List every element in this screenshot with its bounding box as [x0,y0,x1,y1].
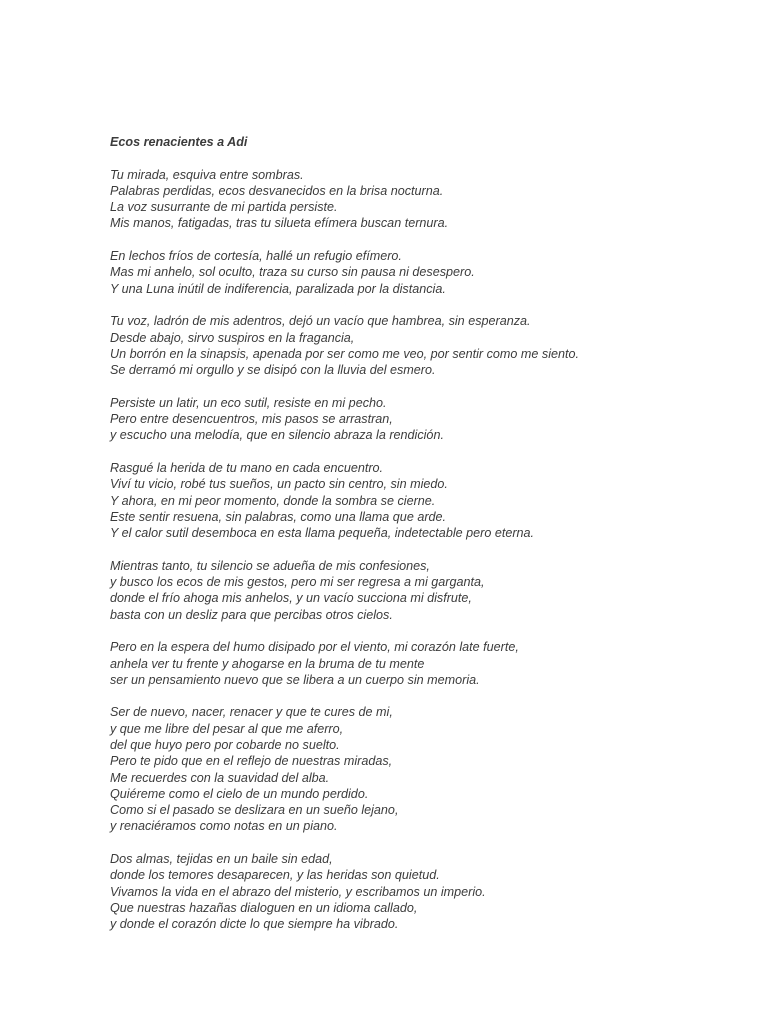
poem-line: Tu voz, ladrón de mis adentros, dejó un vacío que hambrea, sin esperanza. [110,314,531,329]
poem-line: Y el calor sutil desemboca en esta llama pequeña, indetectable pero eterna. [110,526,535,541]
poem-line: Y una Luna inútil de indiferencia, paralizada por la distancia. [110,281,446,296]
stanza [110,851,710,932]
stanza [110,313,710,378]
poem-line: y renaciéramos como notas en un piano. [110,819,338,834]
poem-line: Este sentir resuena, sin palabras, como una llama que arde. [110,509,447,524]
poem-line: Tu mirada, esquiva entre sombras. [110,167,304,182]
stanza [110,704,710,834]
poem-line: donde los temores desaparecen, y las heridas son quietud. [110,868,440,883]
poem-line: Pero entre desencuentros, mis pasos se arrastran, [110,412,393,427]
poem-line: Me recuerdes con la suavidad del alba. [110,770,330,785]
stanza [110,460,710,541]
poem-line: Que nuestras hazañas dialoguen en un idioma callado, [110,900,418,915]
poem-line: Mas mi anhelo, sol oculto, traza su curso sin pausa ni desespero. [110,265,475,280]
poem-line: ser un pensamiento nuevo que se libera a un cuerpo sin memoria. [110,672,480,687]
stanza [110,558,710,623]
poem-line: anhela ver tu frente y ahogarse en la bruma de tu mente [110,656,425,671]
poem-line: y donde el corazón dicte lo que siempre ha vibrado. [110,917,399,932]
poem-line: Ser de nuevo, nacer, renacer y que te cures de mi, [110,705,393,720]
poem-line: En lechos fríos de cortesía, hallé un refugio efímero. [110,249,402,264]
stanza [110,248,710,297]
poem-line: Se derramó mi orgullo y se disipó con la lluvia del esmero. [110,363,436,378]
stanza [110,639,710,688]
poem-line: Viví tu vicio, robé tus sueños, un pacto sin centro, sin miedo. [110,477,448,492]
poem-line: Mientras tanto, tu silencio se adueña de mis confesiones, [110,558,430,573]
poem-line: Quiéreme como el cielo de un mundo perdido. [110,786,369,801]
poem-line: Pero en la espera del humo disipado por el viento, mi corazón late fuerte, [110,640,519,655]
poem-line: Dos almas, tejidas en un baile sin edad, [110,852,333,867]
poem-line: Pero te pido que en el reflejo de nuestras miradas, [110,754,393,769]
stanza [110,395,710,444]
poem-line: Mis manos, fatigadas, tras tu silueta efímera buscan ternura. [110,216,449,231]
poem-line: del que huyo pero por cobarde no suelto. [110,737,340,752]
stanza [110,167,710,232]
poem-line: y escucho una melodía, que en silencio abraza la rendición. [110,428,444,443]
poem-line: Persiste un latir, un eco sutil, resiste en mi pecho. [110,395,387,410]
poem-line: Un borrón en la sinapsis, apenada por ser como me veo, por sentir como me siento. [110,346,580,361]
poem-line: Palabras perdidas, ecos desvanecidos en la brisa nocturna. [110,183,444,198]
poem-line: Vivamos la vida en el abrazo del misterio, y escribamos un imperio. [110,884,486,899]
poem-body [110,134,710,949]
poem-title: Ecos renacientes a Adi [110,135,248,149]
poem-line: y busco los ecos de mis gestos, pero mi ser regresa a mi garganta, [110,575,485,590]
poem-line: y que me libre del pesar al que me aferro, [110,721,344,736]
poem-line: Rasgué la herida de tu mano en cada encuentro. [110,460,384,475]
poem-line: La voz susurrante de mi partida persiste. [110,200,338,215]
poem-line: Y ahora, en mi peor momento, donde la sombra se cierne. [110,493,436,508]
poem-line: Desde abajo, sirvo suspiros en la fragancia, [110,330,355,345]
poem-line: Como si el pasado se deslizara en un sueño lejano, [110,803,399,818]
poem-line: donde el frío ahoga mis anhelos, y un vacío succiona mi disfrute, [110,591,472,606]
poem-line: basta con un desliz para que percibas otros cielos. [110,607,393,622]
